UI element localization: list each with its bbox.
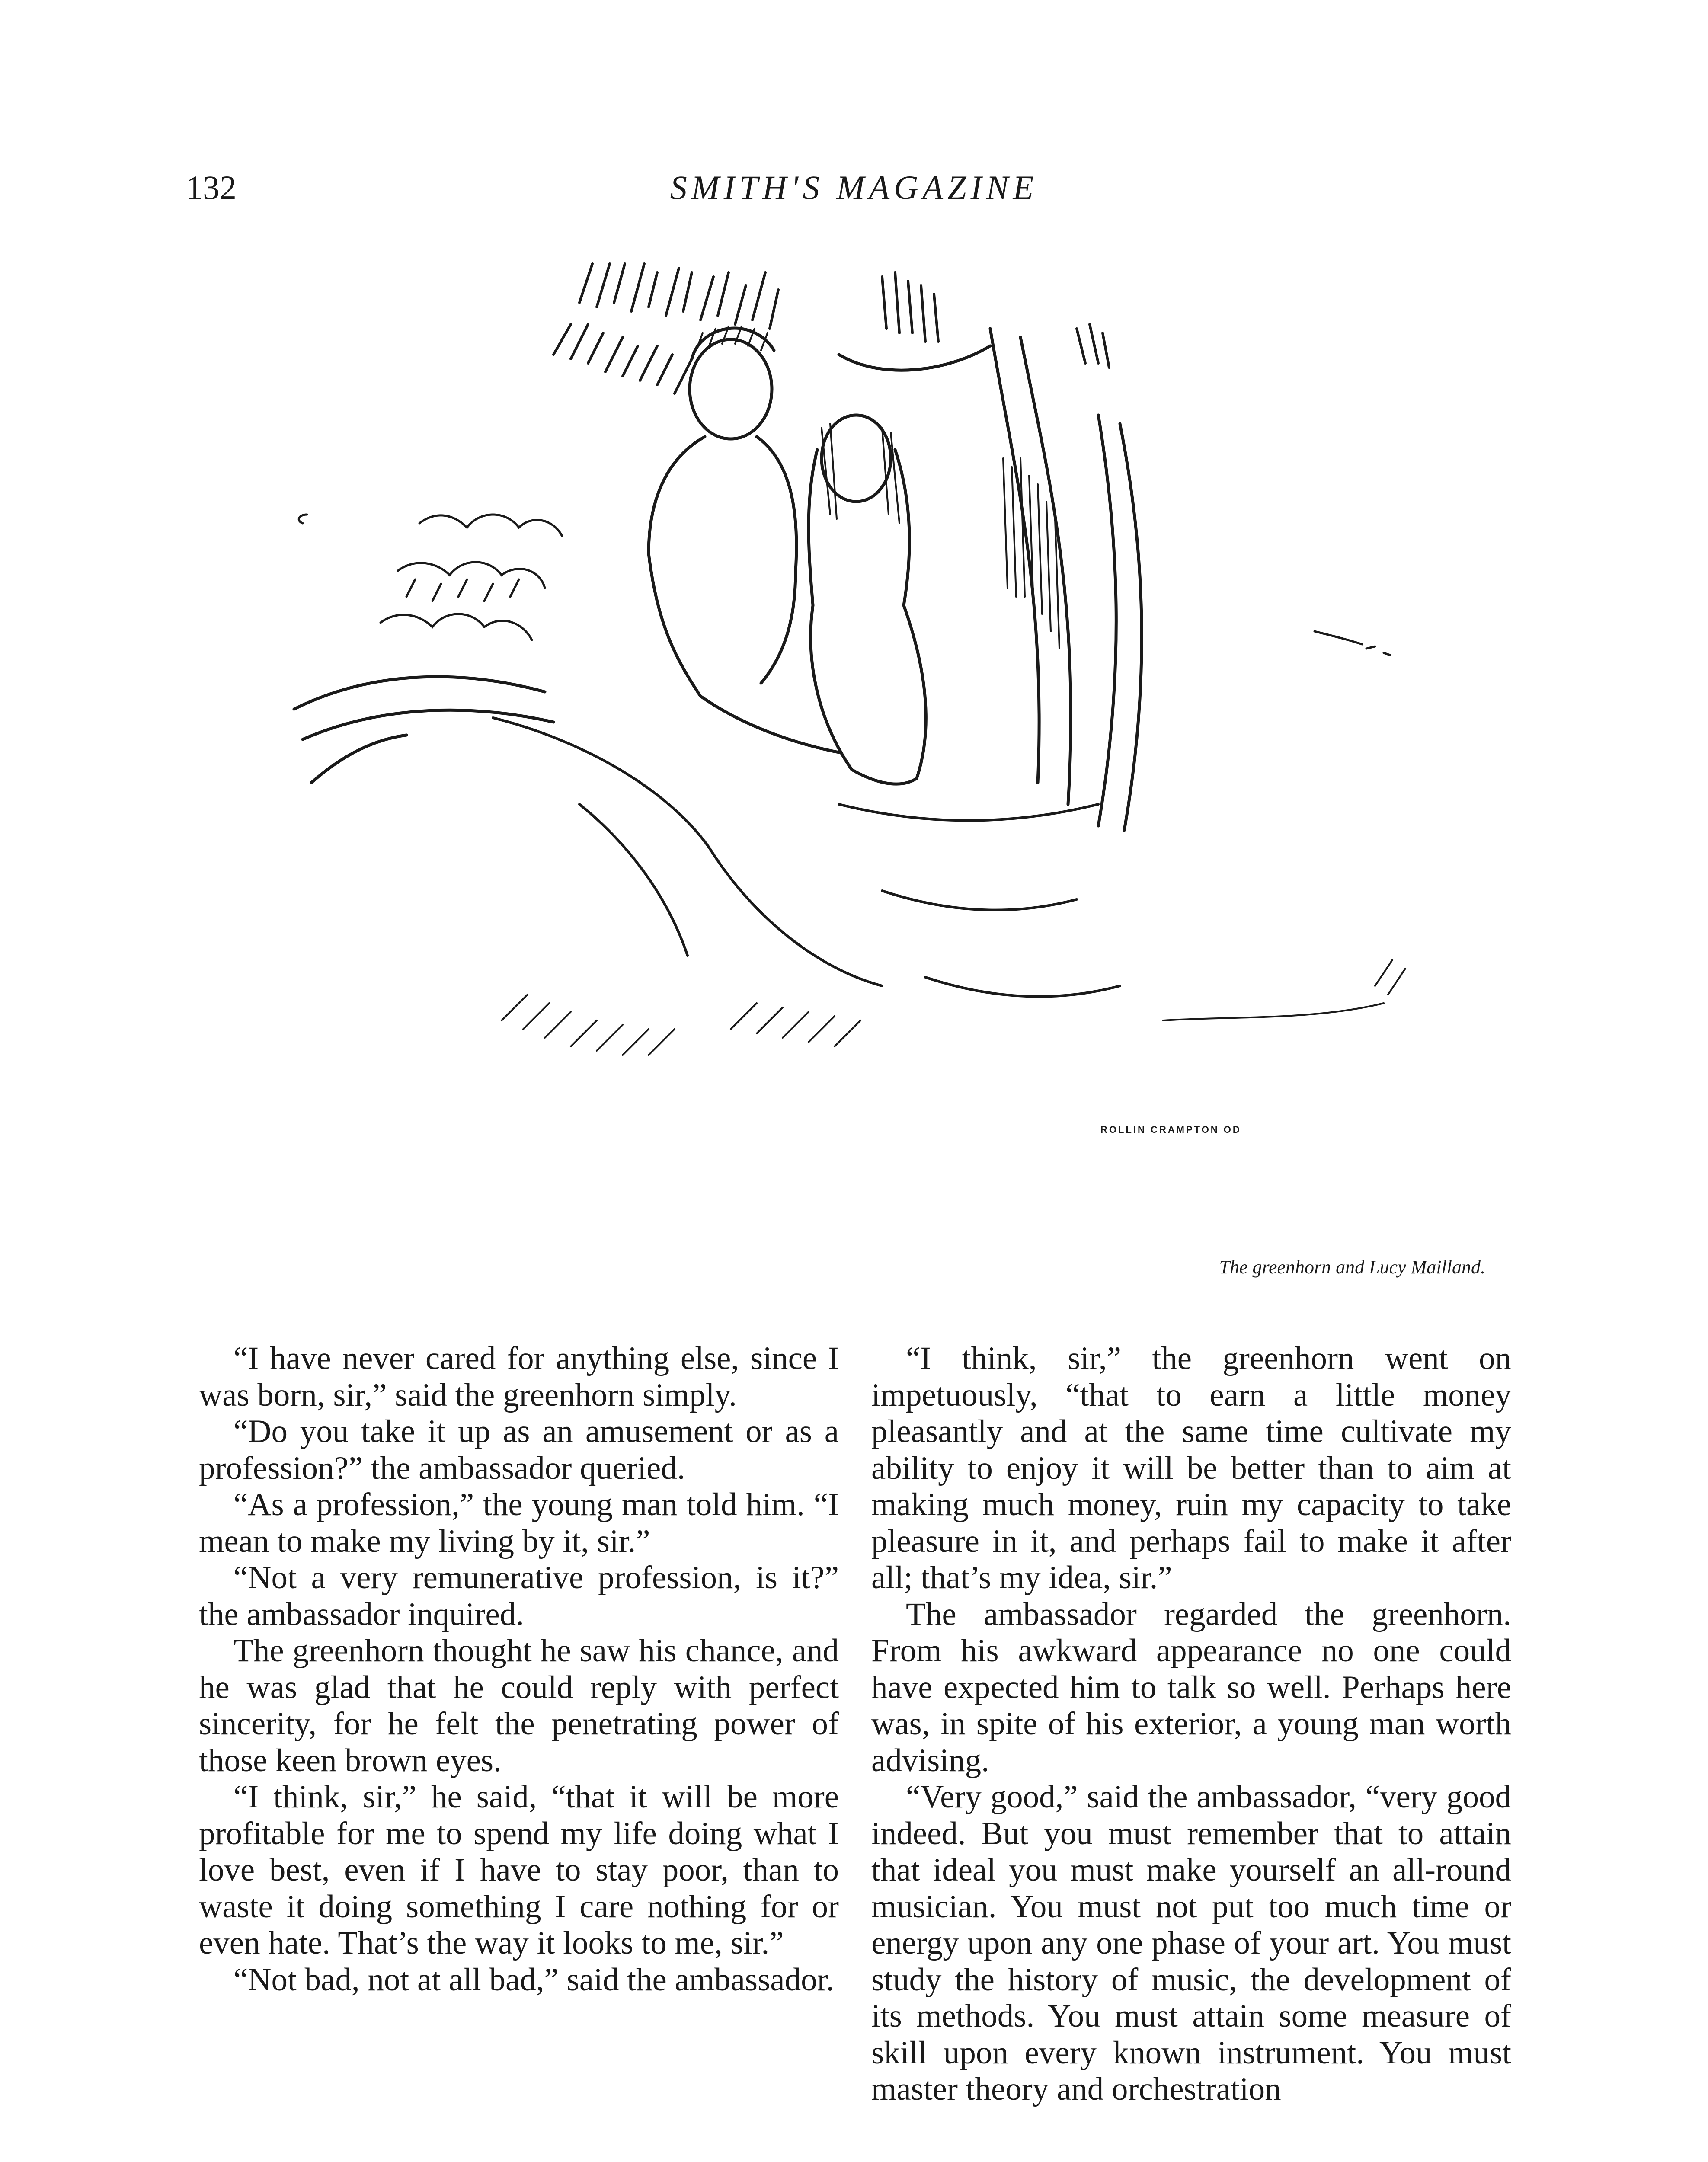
text-column-left bbox=[199, 1340, 839, 1998]
illustration bbox=[277, 242, 1453, 1232]
page-number: 132 bbox=[186, 169, 237, 206]
paragraph: “I have never cared for anything else, since I was born, sir,” said the greenhorn simply. bbox=[199, 1340, 839, 1413]
paragraph: “As a profession,” the young man told him. “I mean to make my living by it, sir.” bbox=[199, 1487, 839, 1559]
paragraph: The ambassador regarded the greenhorn. From his awkward appearance no one could have expected him to talk so well. Perhaps here was, in spite of his exterior, a young man worth advising. bbox=[871, 1596, 1511, 1778]
paragraph: “I think, sir,” he said, “that it will be more profitable for me to spend my life doing what I love best, even if I have to stay poor, than to waste it doing something I care nothing for or even hate. That’s the way it looks to me, sir.” bbox=[199, 1779, 839, 1961]
paragraph: The greenhorn thought he saw his chance, and he was glad that he could reply with perfect sincerity, for he felt the penetrating power of those keen brown eyes. bbox=[199, 1633, 839, 1778]
running-head: SMITH'S MAGAZINE bbox=[670, 169, 1038, 206]
illustration-signature: ROLLIN CRAMPTON OD bbox=[1100, 1124, 1241, 1135]
text-column-right bbox=[871, 1340, 1511, 2108]
illustration-caption: The greenhorn and Lucy Mailland. bbox=[1219, 1257, 1485, 1278]
paragraph: “Not bad, not at all bad,” said the ambassador. bbox=[233, 1961, 835, 1998]
pen-sketch-couple-under-tree bbox=[277, 242, 1453, 1232]
paragraph: “I think, sir,” the greenhorn went on impetuously, “that to earn a little money pleasantly and at the same time cultivate my ability to enjoy it will be better than to aim at making much money, ruin my capacity to take pleasure in it, and perhaps fail to make it after all; that’s my idea, sir.” bbox=[871, 1340, 1511, 1596]
paragraph: “Not a very remunerative profession, is it?” the ambassador inquired. bbox=[199, 1560, 839, 1632]
paragraph: “Do you take it up as an amusement or as a profession?” the ambassador queried. bbox=[199, 1414, 839, 1486]
paragraph: “Very good,” said the ambassador, “very good indeed. But you must remember that to attain that ideal you must make yourself an all-round musician. You must not put too much time or energy upon any one phase of your art. You must study the history of music, the development of its methods. You must attain some measure of skill upon every known instrument. You must master theory and orchestration bbox=[871, 1779, 1511, 2107]
